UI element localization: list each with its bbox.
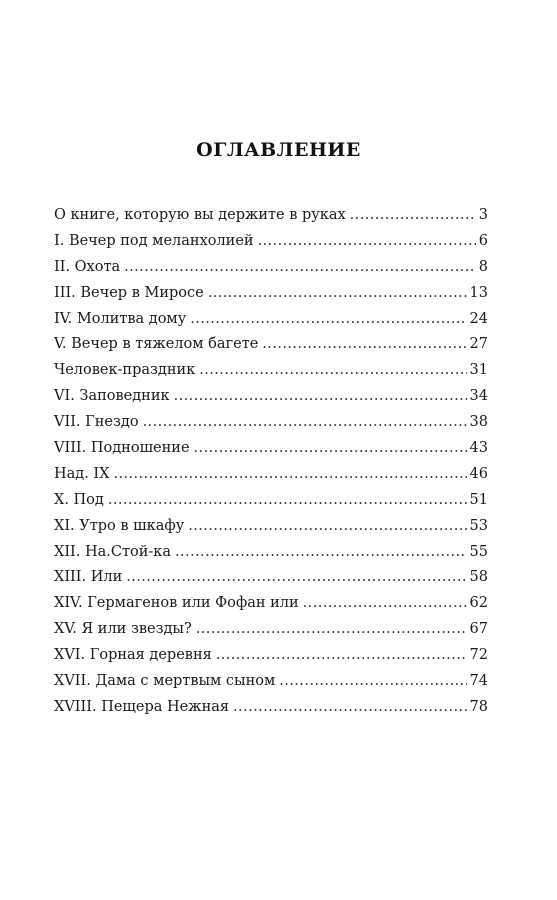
- toc-entry-title: VIII. Подношение: [54, 440, 190, 457]
- dot-leader: [303, 591, 467, 617]
- toc-entry-title: Человек-праздник: [54, 362, 196, 379]
- dot-leader: [194, 436, 467, 462]
- toc-entry: [54, 695, 488, 721]
- toc-entry-page: 34: [469, 388, 488, 405]
- toc-entry: [54, 229, 488, 255]
- dot-leader: [143, 410, 467, 436]
- dot-leader: [174, 384, 467, 410]
- dot-leader: [196, 617, 467, 643]
- toc-entry-title: Над. IX: [54, 465, 110, 482]
- toc-entry: [54, 203, 488, 229]
- dot-leader: [126, 565, 466, 591]
- toc-entry-title: VI. Заповедник: [54, 388, 170, 405]
- toc-entry: [54, 462, 488, 488]
- toc-entry-title: IV. Молитва дому: [54, 310, 187, 327]
- dot-leader: [233, 695, 467, 721]
- dot-leader: [350, 203, 476, 229]
- toc-entry-page: 51: [469, 491, 488, 508]
- dot-leader: [175, 540, 467, 566]
- toc-entry: [54, 565, 488, 591]
- toc-entry-page: 74: [469, 673, 488, 690]
- toc-entry: [54, 514, 488, 540]
- toc-entry: [54, 384, 488, 410]
- dot-leader: [258, 229, 476, 255]
- toc-entry-title: II. Охота: [54, 258, 121, 275]
- toc-entry: [54, 436, 488, 462]
- toc-entry-title: XIII. Или: [54, 569, 123, 586]
- toc-entry: [54, 669, 488, 695]
- toc-entry: [54, 488, 488, 514]
- toc-entry: [54, 358, 488, 384]
- toc-entry-page: 46: [469, 465, 488, 482]
- toc-entry-page: 31: [469, 362, 488, 379]
- toc-entry-title: VII. Гнездо: [54, 414, 139, 431]
- toc-entry-title: III. Вечер в Миросе: [54, 284, 204, 301]
- toc-entry-title: XVII. Дама с мертвым сыном: [54, 673, 276, 690]
- toc-entry-page: 38: [469, 414, 488, 431]
- toc-entry: [54, 410, 488, 436]
- toc-entry: [54, 591, 488, 617]
- toc-entry-page: 55: [469, 543, 488, 560]
- toc-entry-page: 43: [469, 440, 488, 457]
- toc-entry-title: V. Вечер в тяжелом багете: [54, 336, 259, 353]
- toc-entry-title: I. Вечер под меланхолией: [54, 232, 254, 249]
- toc-entry-page: 27: [469, 336, 488, 353]
- toc-entry-title: XIV. Гермагенов или Фофан или: [54, 595, 299, 612]
- dot-leader: [279, 669, 466, 695]
- toc-entry-page: 78: [469, 698, 488, 715]
- toc-entry: [54, 643, 488, 669]
- toc-entry-title: XI. Утро в шкафу: [54, 517, 185, 534]
- toc-entry-title: XVIII. Пещера Нежная: [54, 698, 230, 715]
- toc-entry-title: X. Под: [54, 491, 104, 508]
- toc-entry-page: 58: [469, 569, 488, 586]
- dot-leader: [188, 514, 466, 540]
- toc-entry: [54, 332, 488, 358]
- toc-entry-title: XV. Я или звезды?: [54, 621, 192, 638]
- dot-leader: [108, 488, 467, 514]
- toc-entry: [54, 255, 488, 281]
- toc-entry-page: 6: [478, 232, 488, 249]
- toc-entry-page: 72: [469, 647, 488, 664]
- toc-entry-page: 3: [478, 207, 488, 223]
- dot-leader: [216, 643, 467, 669]
- table-of-contents: [54, 203, 488, 721]
- toc-entry: [54, 281, 488, 307]
- toc-entry-title: XVI. Горная деревня: [54, 647, 212, 664]
- toc-entry-page: 62: [469, 595, 488, 612]
- toc-entry-page: 24: [469, 310, 488, 327]
- page-title: ОГЛАВЛЕНИЕ: [196, 139, 361, 161]
- dot-leader: [262, 332, 466, 358]
- dot-leader: [208, 281, 467, 307]
- toc-entry: [54, 540, 488, 566]
- toc-entry-page: 8: [478, 258, 488, 275]
- dot-leader: [190, 307, 466, 333]
- dot-leader: [114, 462, 467, 488]
- toc-entry: [54, 307, 488, 333]
- toc-entry-title: О книге, которую вы держите в руках: [54, 207, 346, 223]
- toc-entry: [54, 617, 488, 643]
- toc-entry-title: XII. На.Стой-ка: [54, 543, 172, 560]
- toc-entry-page: 13: [469, 284, 488, 301]
- dot-leader: [124, 255, 476, 281]
- dot-leader: [199, 358, 466, 384]
- toc-entry-page: 67: [469, 621, 488, 638]
- toc-entry-page: 53: [469, 517, 488, 534]
